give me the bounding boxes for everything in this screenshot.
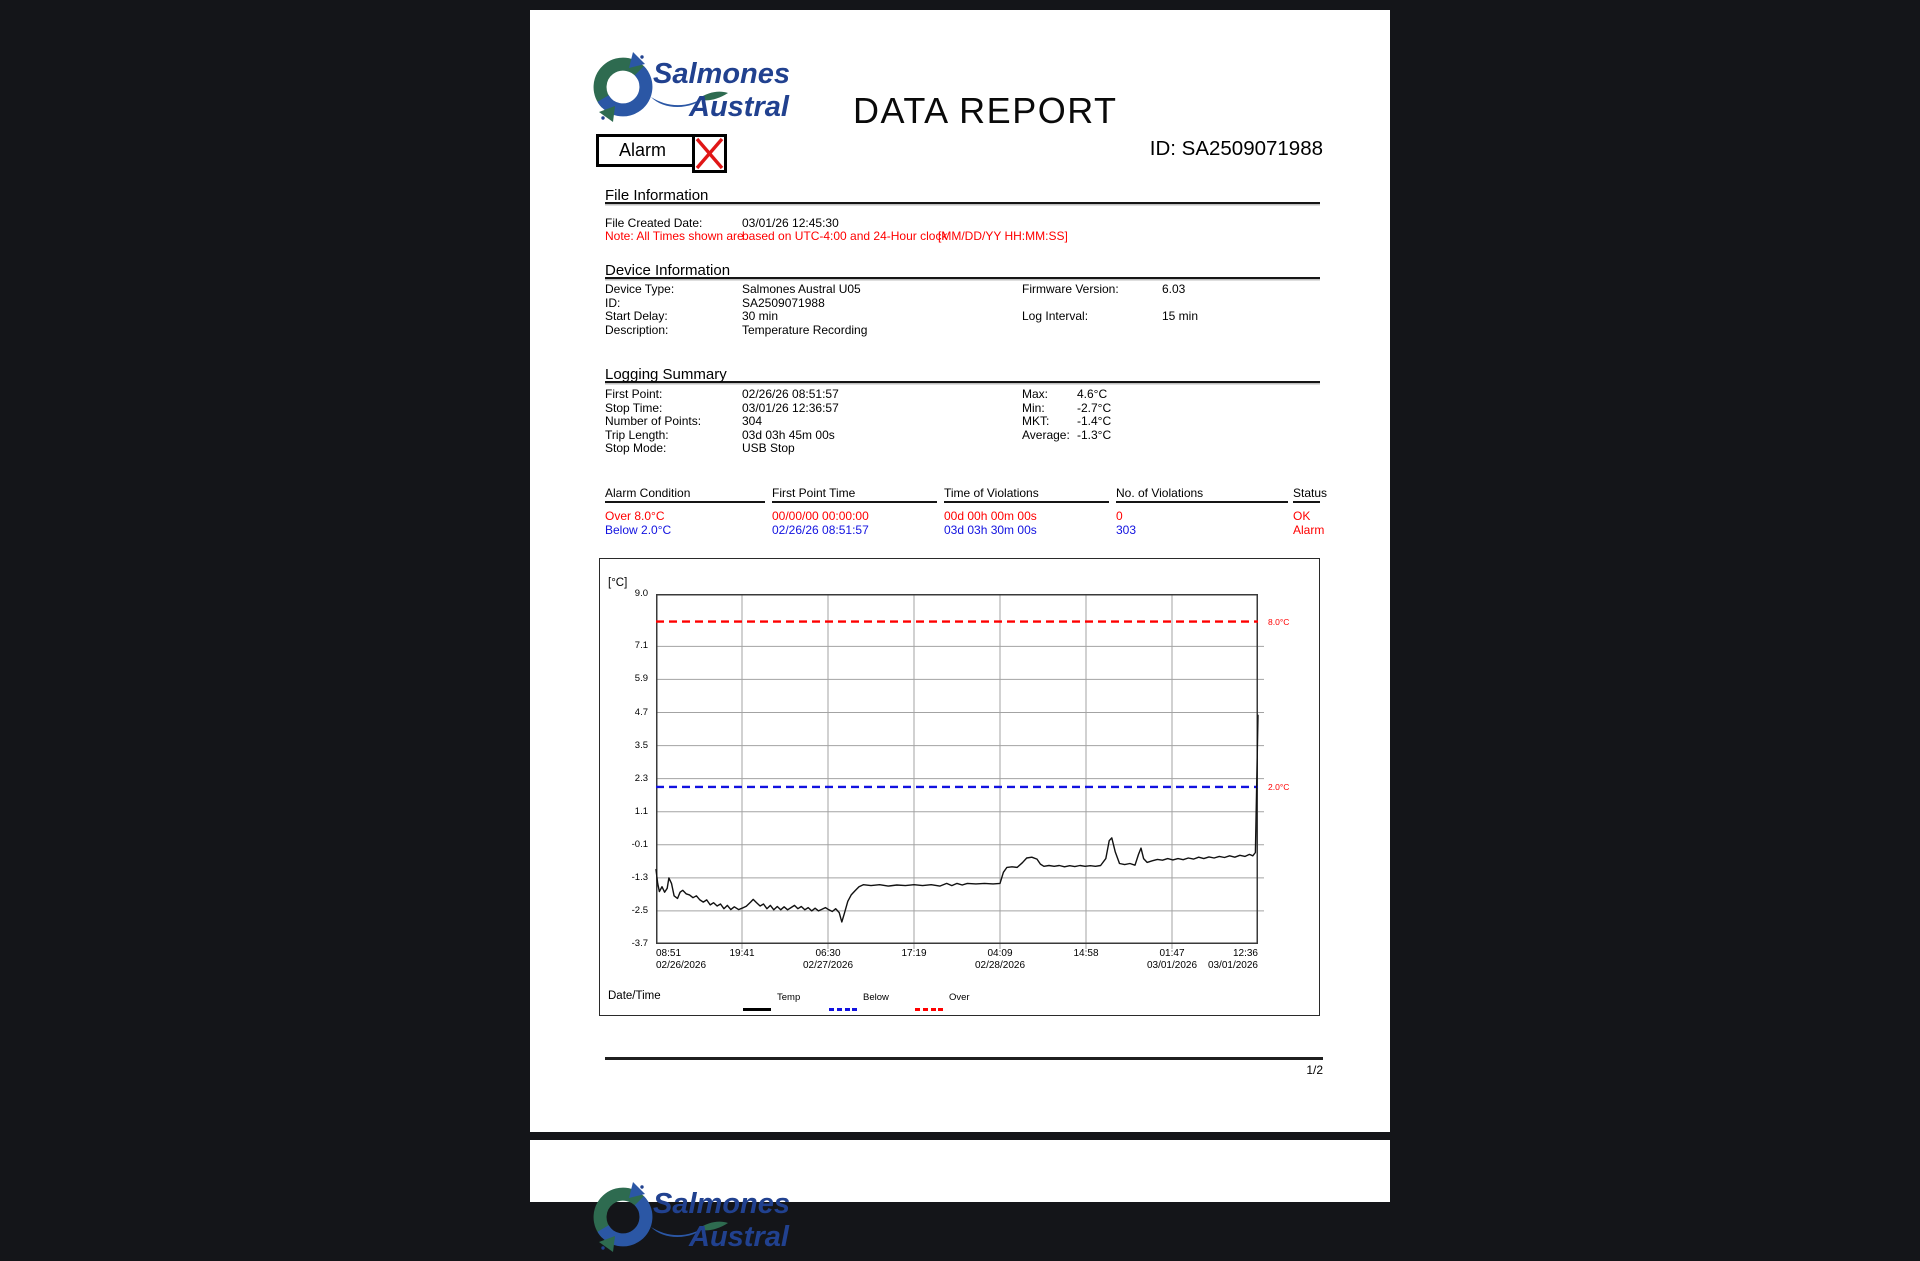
x-tick-label <box>1208 948 1258 972</box>
salmones-austral-logo-svg <box>593 1180 811 1256</box>
time-note-part: [MM/DD/YY HH:MM:SS] <box>938 229 1068 243</box>
section-heading-logging-summary: Logging Summary <box>605 366 1320 383</box>
field-value: 03/01/26 12:36:57 <box>742 400 839 415</box>
field-label: Stop Mode: <box>605 441 667 455</box>
y-tick-label: -2.5 <box>631 904 648 916</box>
field-label: Log Interval: <box>1022 309 1089 323</box>
section-heading-device-information: Device Information <box>605 262 1320 279</box>
device-information-rows <box>605 282 1320 338</box>
info-row <box>605 296 1320 309</box>
x-tick-label <box>1147 948 1197 972</box>
alarm-table-cell: 00d 00h 00m 00s <box>944 509 1037 523</box>
y-tick-label: 4.7 <box>634 706 648 718</box>
legend-swatch-temp <box>743 999 771 1017</box>
x-tick-time: 12:36 <box>1232 948 1258 959</box>
field-label: Description: <box>605 322 669 337</box>
x-tick-time: 06:30 <box>815 948 841 959</box>
alarm-flag-box <box>596 134 727 167</box>
logging-summary-rows <box>605 387 1320 457</box>
legend-swatch-below <box>829 999 857 1017</box>
alarm-table-cell: 03d 03h 30m 00s <box>944 523 1037 537</box>
report-page-1 <box>530 10 1390 1132</box>
x-tick-time: 08:51 <box>656 948 682 959</box>
alarm-table-header-rule <box>772 501 937 503</box>
info-row <box>605 323 1320 336</box>
time-note-part: based on UTC-4:00 and 24-Hour clock <box>742 229 948 243</box>
legend-swatch-over <box>915 999 943 1017</box>
y-tick-label: 7.1 <box>634 640 648 652</box>
y-tick-label: 1.1 <box>634 805 648 817</box>
report-page-2 <box>530 1140 1390 1253</box>
footer-rule <box>605 1057 1323 1060</box>
field-value: 4.6°C <box>1077 387 1108 401</box>
svg-text:Austral: Austral <box>689 91 789 123</box>
x-tick-time: 04:09 <box>987 948 1013 959</box>
y-tick-label: -3.7 <box>631 938 648 949</box>
field-label: ID: <box>605 295 621 310</box>
legend-label: Temp <box>777 992 801 1003</box>
field-value: Salmones Austral U05 <box>742 282 861 296</box>
field-label: First Point: <box>605 387 663 401</box>
x-tick-date: 02/26/2026 <box>656 960 707 971</box>
section-heading-file-information: File Information <box>605 187 1320 204</box>
threshold-label: 2.0°C <box>1268 781 1290 792</box>
svg-text:Salmones: Salmones <box>653 58 790 90</box>
alarm-table-cell: Alarm <box>1293 523 1325 537</box>
field-label: Min: <box>1022 400 1045 415</box>
field-value: 6.03 <box>1162 282 1186 296</box>
alarm-checked-icon <box>692 134 727 173</box>
info-row <box>605 414 1320 427</box>
field-value: 15 min <box>1162 309 1199 323</box>
x-tick-time: 19:41 <box>729 948 755 959</box>
alarm-table-cell: Below 2.0°C <box>605 523 672 537</box>
page-indicator: 1/2 <box>1306 1063 1323 1077</box>
svg-text:Salmones: Salmones <box>653 1188 790 1220</box>
field-value: 02/26/26 08:51:57 <box>742 387 839 401</box>
report-title: DATA REPORT <box>853 90 1118 131</box>
salmones-austral-logo <box>593 50 811 126</box>
temperature-plot-svg <box>656 594 1268 952</box>
alarm-table-header: No. of Violations <box>1116 486 1204 500</box>
temperature-chart <box>599 558 1320 1016</box>
x-tick-label <box>803 948 853 972</box>
info-row <box>605 282 1320 295</box>
x-tick-time: 14:58 <box>1073 948 1099 959</box>
alarm-table-header-rule <box>944 501 1109 503</box>
field-value: -1.4°C <box>1077 414 1112 428</box>
chart-unit-label: [°C] <box>608 577 628 589</box>
field-label: Stop Time: <box>605 400 663 415</box>
alarm-table-header: Alarm Condition <box>605 486 691 500</box>
alarm-table-cell: 00/00/00 00:00:00 <box>772 509 869 523</box>
alarm-table-cell: Over 8.0°C <box>605 509 665 523</box>
y-tick-label: -1.3 <box>631 871 648 883</box>
x-tick-time: 01:47 <box>1159 948 1185 959</box>
field-value: 30 min <box>742 309 779 323</box>
x-axis-title: Date/Time <box>608 990 661 1002</box>
field-label: Firmware Version: <box>1022 282 1119 296</box>
info-row <box>605 441 1320 454</box>
field-value: SA2509071988 <box>742 295 825 310</box>
alarm-table-cell: 303 <box>1116 523 1137 537</box>
salmones-austral-logo-svg <box>593 50 811 126</box>
field-label: Trip Length: <box>605 427 669 442</box>
field-label: Start Delay: <box>605 309 668 323</box>
alarm-table-header-rule <box>1116 501 1288 503</box>
alarm-table-header-rule <box>605 501 765 503</box>
file-information-rows <box>605 216 1320 244</box>
threshold-label: 8.0°C <box>1268 616 1290 627</box>
alarm-table-cell: 02/26/26 08:51:57 <box>772 523 869 537</box>
info-row <box>605 428 1320 441</box>
y-tick-label: 3.5 <box>634 739 648 751</box>
time-note-part: Note: All Times shown are <box>605 229 744 243</box>
x-tick-label <box>656 948 706 972</box>
field-value: 304 <box>742 414 763 428</box>
y-tick-label: 5.9 <box>634 673 648 685</box>
field-label: Device Type: <box>605 282 675 296</box>
x-tick-label <box>729 948 754 960</box>
field-label: Number of Points: <box>605 414 702 428</box>
legend-label: Below <box>863 992 889 1003</box>
field-label: File Created Date: <box>605 216 703 230</box>
field-value: -2.7°C <box>1077 400 1112 415</box>
x-tick-time: 17:19 <box>901 948 927 959</box>
field-value: 03/01/26 12:45:30 <box>742 216 839 230</box>
field-value: USB Stop <box>742 441 795 455</box>
chart-legend <box>600 987 1318 1013</box>
alarm-table-header: Status <box>1293 486 1328 500</box>
field-label: MKT: <box>1022 414 1050 428</box>
field-value: -1.3°C <box>1077 427 1112 442</box>
y-tick-label: 9.0 <box>634 588 648 599</box>
salmones-austral-logo <box>593 1180 811 1256</box>
field-value: Temperature Recording <box>742 322 868 337</box>
y-tick-label: 2.3 <box>634 772 648 784</box>
alarm-conditions-table <box>605 486 1328 548</box>
alarm-table-cell: OK <box>1293 509 1311 523</box>
alarm-flag-label: Alarm <box>619 140 667 160</box>
x-tick-label <box>901 948 926 960</box>
x-mark-icon <box>695 137 724 170</box>
x-tick-date: 03/01/2026 <box>1207 960 1258 971</box>
alarm-table-cell: 0 <box>1116 509 1123 523</box>
alarm-table-header-rule <box>1293 501 1320 503</box>
info-row <box>605 401 1320 414</box>
report-id: ID: SA2509071988 <box>1149 137 1323 160</box>
info-row <box>605 309 1320 322</box>
svg-text:Austral: Austral <box>689 1221 789 1253</box>
info-row <box>605 387 1320 400</box>
legend-label: Over <box>949 992 970 1003</box>
x-tick-date: 03/01/2026 <box>1146 960 1198 971</box>
y-tick-label: -0.1 <box>631 838 648 850</box>
alarm-table-header: First Point Time <box>772 486 856 500</box>
field-label: Max: <box>1022 387 1049 401</box>
field-label: Average: <box>1022 427 1070 442</box>
field-value: 03d 03h 45m 00s <box>742 427 835 442</box>
x-tick-date: 02/28/2026 <box>974 960 1026 971</box>
x-tick-date: 02/27/2026 <box>802 960 854 971</box>
x-tick-label <box>1073 948 1098 960</box>
x-tick-label <box>975 948 1025 972</box>
alarm-table-header: Time of Violations <box>944 486 1039 500</box>
